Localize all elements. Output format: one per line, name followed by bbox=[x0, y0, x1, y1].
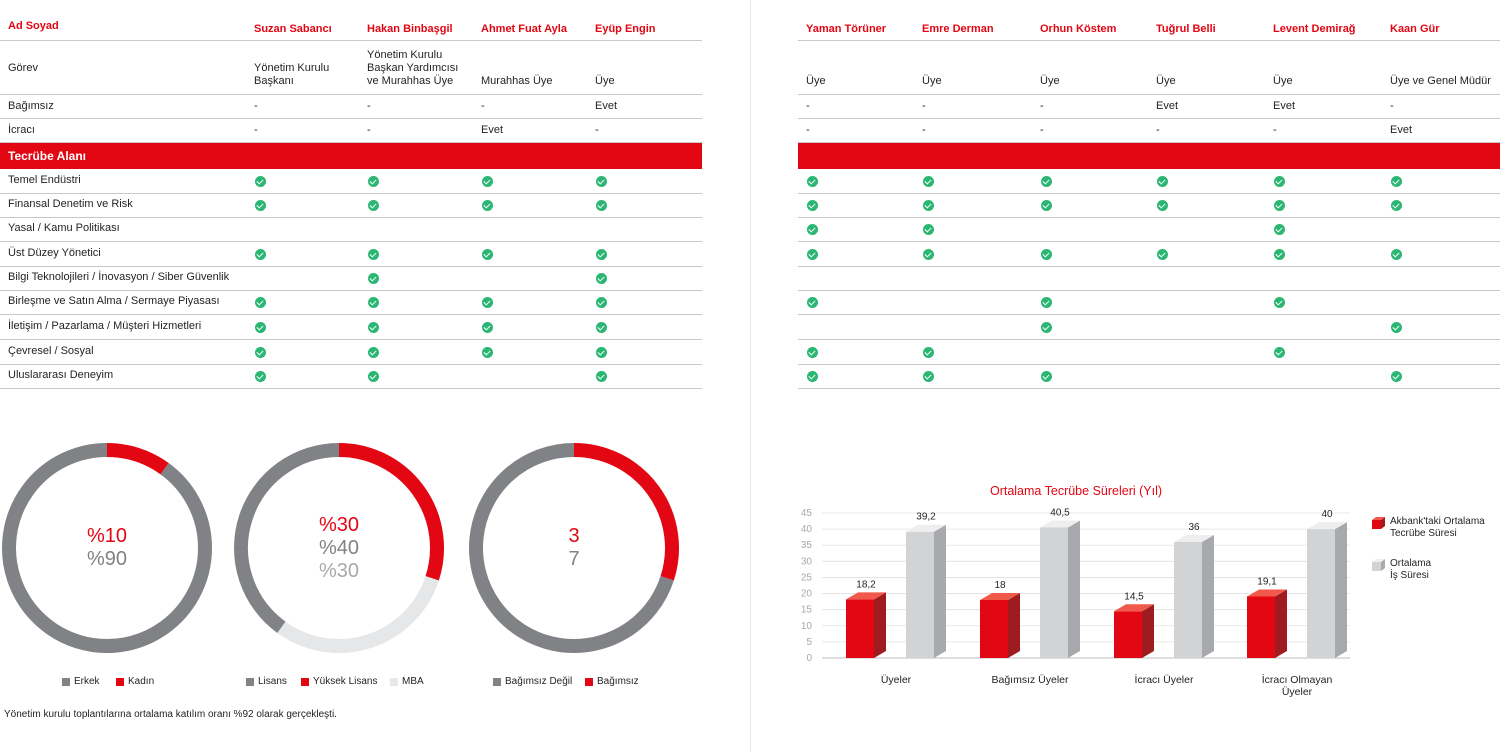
member-name: Emre Derman bbox=[922, 23, 994, 35]
legend-label: Erkek bbox=[74, 676, 100, 687]
check-icon bbox=[368, 249, 379, 260]
bagimsiz-value: - bbox=[1390, 100, 1394, 112]
attendance-note: Yönetim kurulu toplantılarına ortalama katılım oranı %92 olarak gerçekleşti. bbox=[4, 709, 337, 720]
gorev-value bbox=[254, 62, 329, 88]
x-tick-label: İcracı Üyeler bbox=[1134, 674, 1194, 686]
check-icon bbox=[255, 347, 266, 358]
row-divider bbox=[0, 94, 702, 95]
member-name: Eyüp Engin bbox=[595, 23, 656, 35]
check-icon bbox=[482, 322, 493, 333]
row-divider bbox=[798, 118, 1500, 119]
row-divider bbox=[0, 40, 702, 41]
check-icon bbox=[1274, 297, 1285, 308]
legend-swatch bbox=[585, 678, 593, 686]
donut-center-value: %30 bbox=[318, 559, 360, 582]
member-name: Yaman Törüner bbox=[806, 23, 887, 35]
row-divider bbox=[0, 217, 702, 218]
icraci-value: - bbox=[1273, 124, 1277, 136]
check-icon bbox=[1157, 200, 1168, 211]
icraci-value: - bbox=[595, 124, 599, 136]
gorev-value bbox=[595, 75, 615, 88]
bagimsiz-value: - bbox=[481, 100, 485, 112]
bagimsiz-label: Bağımsız bbox=[8, 100, 54, 112]
legend-label: Tecrübe Süresi bbox=[1390, 528, 1457, 539]
icraci-label: İcracı bbox=[8, 124, 35, 136]
bar-side bbox=[1202, 535, 1214, 658]
gorev-line: Üye bbox=[1040, 75, 1060, 87]
row-divider bbox=[798, 339, 1500, 340]
check-icon bbox=[1041, 322, 1052, 333]
y-tick-label: 20 bbox=[800, 588, 812, 600]
row-divider bbox=[0, 314, 702, 315]
row-divider bbox=[798, 314, 1500, 315]
gorev-value bbox=[1156, 75, 1176, 88]
icraci-value: Evet bbox=[481, 124, 504, 136]
bar-front bbox=[1174, 542, 1202, 658]
check-icon bbox=[368, 297, 379, 308]
row-divider bbox=[0, 388, 702, 389]
area-label: İletişim / Pazarlama / Müşteri Hizmetleri bbox=[8, 320, 202, 332]
check-icon bbox=[1041, 200, 1052, 211]
check-icon bbox=[1391, 200, 1402, 211]
y-tick-label: 15 bbox=[800, 604, 812, 616]
bagimsiz-value: Evet bbox=[1273, 100, 1296, 112]
check-icon bbox=[255, 200, 266, 211]
member-name: Ahmet Fuat Ayla bbox=[481, 23, 567, 35]
donut-center-value: %40 bbox=[318, 536, 360, 559]
table-head-label: Ad Soyad bbox=[8, 20, 59, 32]
bagimsiz-value: Evet bbox=[595, 100, 618, 112]
gorev-line: Başkanı bbox=[254, 75, 294, 87]
legend-swatch-front bbox=[1372, 562, 1381, 571]
check-icon bbox=[482, 347, 493, 358]
check-icon bbox=[255, 249, 266, 260]
row-divider bbox=[0, 266, 702, 267]
legend-label: İş Süresi bbox=[1390, 570, 1429, 581]
check-icon bbox=[1274, 249, 1285, 260]
check-icon bbox=[1274, 176, 1285, 187]
check-icon bbox=[1041, 371, 1052, 382]
icraci-value: Evet bbox=[1390, 124, 1413, 136]
area-label: Uluslararası Deneyim bbox=[8, 369, 114, 381]
check-icon bbox=[368, 371, 379, 382]
member-name: Orhun Köstem bbox=[1040, 23, 1117, 35]
check-icon bbox=[807, 371, 818, 382]
bar-front bbox=[1247, 596, 1275, 658]
legend-swatch bbox=[390, 678, 398, 686]
gorev-line: Yönetim Kurulu bbox=[367, 49, 443, 61]
bagimsiz-value: - bbox=[1040, 100, 1044, 112]
check-icon bbox=[807, 297, 818, 308]
check-icon bbox=[1391, 249, 1402, 260]
gorev-label: Görev bbox=[8, 62, 38, 74]
y-tick-label: 30 bbox=[800, 556, 812, 568]
bar-side bbox=[934, 525, 946, 658]
check-icon bbox=[1157, 176, 1168, 187]
check-icon bbox=[923, 176, 934, 187]
check-icon bbox=[596, 249, 607, 260]
legend-label: Lisans bbox=[258, 676, 287, 687]
donut-slice bbox=[107, 450, 165, 469]
y-tick-label: 25 bbox=[800, 572, 812, 584]
row-divider bbox=[798, 388, 1500, 389]
check-icon bbox=[923, 224, 934, 235]
check-icon bbox=[368, 347, 379, 358]
icraci-value: - bbox=[1040, 124, 1044, 136]
legend-swatch bbox=[301, 678, 309, 686]
gorev-line: Üye bbox=[595, 75, 615, 87]
check-icon bbox=[807, 200, 818, 211]
gorev-line: Başkan Yardımcısı bbox=[367, 62, 459, 74]
gorev-value bbox=[367, 49, 458, 88]
bagimsiz-value: Evet bbox=[1156, 100, 1179, 112]
row-divider bbox=[798, 241, 1500, 242]
row-divider bbox=[798, 94, 1500, 95]
check-icon bbox=[482, 176, 493, 187]
bagimsiz-value: - bbox=[806, 100, 810, 112]
legend-swatch-front bbox=[1372, 520, 1381, 529]
bar-side bbox=[1142, 604, 1154, 658]
bar-side bbox=[1335, 522, 1347, 658]
check-icon bbox=[1274, 200, 1285, 211]
check-icon bbox=[368, 322, 379, 333]
y-tick-label: 35 bbox=[800, 540, 812, 552]
check-icon bbox=[923, 249, 934, 260]
gorev-line: Murahhas Üye bbox=[481, 75, 553, 87]
legend-label: Bağımsız bbox=[597, 676, 639, 687]
icraci-value: - bbox=[367, 124, 371, 136]
member-name: Hakan Binbaşgil bbox=[367, 23, 453, 35]
legend-swatch bbox=[246, 678, 254, 686]
bar-front bbox=[980, 600, 1008, 658]
check-icon bbox=[255, 371, 266, 382]
bar-value-label: 40 bbox=[1321, 509, 1333, 521]
row-divider bbox=[0, 339, 702, 340]
check-icon bbox=[807, 176, 818, 187]
check-icon bbox=[596, 200, 607, 211]
area-label: Finansal Denetim ve Risk bbox=[8, 198, 133, 210]
area-label: Bilgi Teknolojileri / İnovasyon / Siber Güvenlik bbox=[8, 271, 230, 283]
bar-value-label: 39,2 bbox=[916, 511, 936, 523]
gorev-line: Yönetim Kurulu bbox=[254, 62, 330, 74]
row-divider bbox=[798, 290, 1500, 291]
bar-front bbox=[1040, 528, 1068, 659]
member-name: Kaan Gür bbox=[1390, 23, 1440, 35]
check-icon bbox=[1391, 176, 1402, 187]
legend-label: Kadın bbox=[128, 676, 155, 687]
row-divider bbox=[0, 118, 702, 119]
donut-center-value: %30 bbox=[318, 513, 360, 536]
row-divider bbox=[798, 193, 1500, 194]
x-tick-label: Bağımsız Üyeler bbox=[991, 674, 1069, 686]
bar-side bbox=[1008, 593, 1020, 658]
check-icon bbox=[807, 347, 818, 358]
bagimsiz-value: - bbox=[367, 100, 371, 112]
area-label: Yasal / Kamu Politikası bbox=[8, 222, 120, 234]
section-bar bbox=[798, 143, 1500, 169]
row-divider bbox=[798, 217, 1500, 218]
check-icon bbox=[255, 297, 266, 308]
bar-value-label: 40,5 bbox=[1050, 507, 1070, 519]
donut-center-value: 3 bbox=[568, 525, 580, 547]
check-icon bbox=[807, 224, 818, 235]
section-bar bbox=[0, 143, 702, 169]
gorev-value bbox=[1040, 75, 1060, 88]
bar-side bbox=[874, 592, 886, 658]
bar-value-label: 18,2 bbox=[856, 579, 876, 591]
area-label: Üst Düzey Yönetici bbox=[8, 247, 101, 259]
area-label: Temel Endüstri bbox=[8, 174, 81, 186]
row-divider bbox=[0, 241, 702, 242]
check-icon bbox=[1157, 249, 1168, 260]
legend-label: Bağımsız Değil bbox=[505, 676, 573, 687]
y-tick-label: 5 bbox=[806, 636, 812, 648]
gorev-line: Üye bbox=[1273, 75, 1293, 87]
bar-value-label: 36 bbox=[1188, 522, 1200, 533]
row-divider bbox=[798, 40, 1500, 41]
check-icon bbox=[596, 322, 607, 333]
check-icon bbox=[596, 297, 607, 308]
row-divider bbox=[798, 364, 1500, 365]
gorev-value bbox=[806, 75, 826, 88]
check-icon bbox=[482, 297, 493, 308]
member-name: Tuğrul Belli bbox=[1156, 23, 1216, 35]
check-icon bbox=[1274, 224, 1285, 235]
bar-front bbox=[846, 599, 874, 658]
y-tick-label: 10 bbox=[800, 620, 812, 632]
row-divider bbox=[0, 364, 702, 365]
check-icon bbox=[1391, 322, 1402, 333]
check-icon bbox=[1041, 249, 1052, 260]
gorev-value bbox=[1390, 75, 1491, 88]
bar-side bbox=[1068, 521, 1080, 659]
icraci-value: - bbox=[254, 124, 258, 136]
icraci-value: - bbox=[806, 124, 810, 136]
check-icon bbox=[482, 200, 493, 211]
bar-front bbox=[1307, 529, 1335, 658]
check-icon bbox=[596, 273, 607, 284]
donut-slice bbox=[281, 578, 432, 646]
check-icon bbox=[368, 176, 379, 187]
gorev-value bbox=[481, 75, 553, 88]
x-tick-label: Üyeler bbox=[1281, 686, 1313, 698]
check-icon bbox=[255, 176, 266, 187]
gorev-value bbox=[922, 75, 942, 88]
gorev-line: Üye bbox=[922, 75, 942, 87]
bar-front bbox=[906, 532, 934, 658]
member-name: Suzan Sabancı bbox=[254, 23, 332, 35]
check-icon bbox=[1274, 347, 1285, 358]
y-tick-label: 45 bbox=[800, 508, 812, 519]
bagimsiz-value: - bbox=[922, 100, 926, 112]
area-label: Çevresel / Sosyal bbox=[8, 345, 94, 357]
check-icon bbox=[1391, 371, 1402, 382]
donut-center-value: %90 bbox=[86, 548, 128, 570]
section-title: Tecrübe Alanı bbox=[8, 149, 87, 163]
x-tick-label: Üyeler bbox=[880, 674, 912, 686]
y-tick-label: 40 bbox=[800, 524, 812, 536]
check-icon bbox=[596, 347, 607, 358]
row-divider bbox=[0, 290, 702, 291]
bar-front bbox=[1114, 611, 1142, 658]
legend-swatch bbox=[62, 678, 70, 686]
bar-value-label: 19,1 bbox=[1257, 576, 1277, 588]
bar-side bbox=[1275, 589, 1287, 658]
check-icon bbox=[255, 322, 266, 333]
check-icon bbox=[1041, 297, 1052, 308]
legend-swatch bbox=[116, 678, 124, 686]
check-icon bbox=[482, 249, 493, 260]
check-icon bbox=[368, 200, 379, 211]
legend-label: Ortalama bbox=[1390, 558, 1432, 569]
check-icon bbox=[923, 347, 934, 358]
y-tick-label: 0 bbox=[806, 653, 812, 664]
icraci-value: - bbox=[922, 124, 926, 136]
area-label: Birleşme ve Satın Alma / Sermaye Piyasası bbox=[8, 295, 220, 307]
donut-center-value: %10 bbox=[86, 525, 128, 547]
gorev-value bbox=[1273, 75, 1293, 88]
legend-label: MBA bbox=[402, 676, 424, 687]
legend-label: Yüksek Lisans bbox=[313, 676, 378, 687]
bar-value-label: 18 bbox=[994, 580, 1006, 591]
legend-label: Akbank'taki Ortalama bbox=[1390, 516, 1485, 527]
check-icon bbox=[807, 249, 818, 260]
check-icon bbox=[368, 273, 379, 284]
x-tick-label: İcracı Olmayan bbox=[1261, 674, 1333, 686]
page-divider bbox=[750, 0, 751, 752]
gorev-line: Üye ve Genel Müdür bbox=[1390, 75, 1491, 87]
row-divider bbox=[798, 266, 1500, 267]
gorev-line: Üye bbox=[806, 75, 826, 87]
check-icon bbox=[596, 371, 607, 382]
chart-title: Ortalama Tecrübe Süreleri (Yıl) bbox=[989, 484, 1163, 498]
experience-bar-chart bbox=[760, 470, 1500, 710]
icraci-value: - bbox=[1156, 124, 1160, 136]
gorev-line: Üye bbox=[1156, 75, 1176, 87]
gorev-line: ve Murahhas Üye bbox=[367, 75, 454, 87]
member-name: Levent Demirağ bbox=[1273, 23, 1356, 35]
bar-value-label: 14,5 bbox=[1124, 591, 1144, 603]
bagimsiz-value: - bbox=[254, 100, 258, 112]
check-icon bbox=[923, 200, 934, 211]
check-icon bbox=[596, 176, 607, 187]
donut-center-value: 7 bbox=[568, 548, 580, 570]
row-divider bbox=[0, 193, 702, 194]
legend-swatch bbox=[493, 678, 501, 686]
check-icon bbox=[1041, 176, 1052, 187]
check-icon bbox=[923, 371, 934, 382]
